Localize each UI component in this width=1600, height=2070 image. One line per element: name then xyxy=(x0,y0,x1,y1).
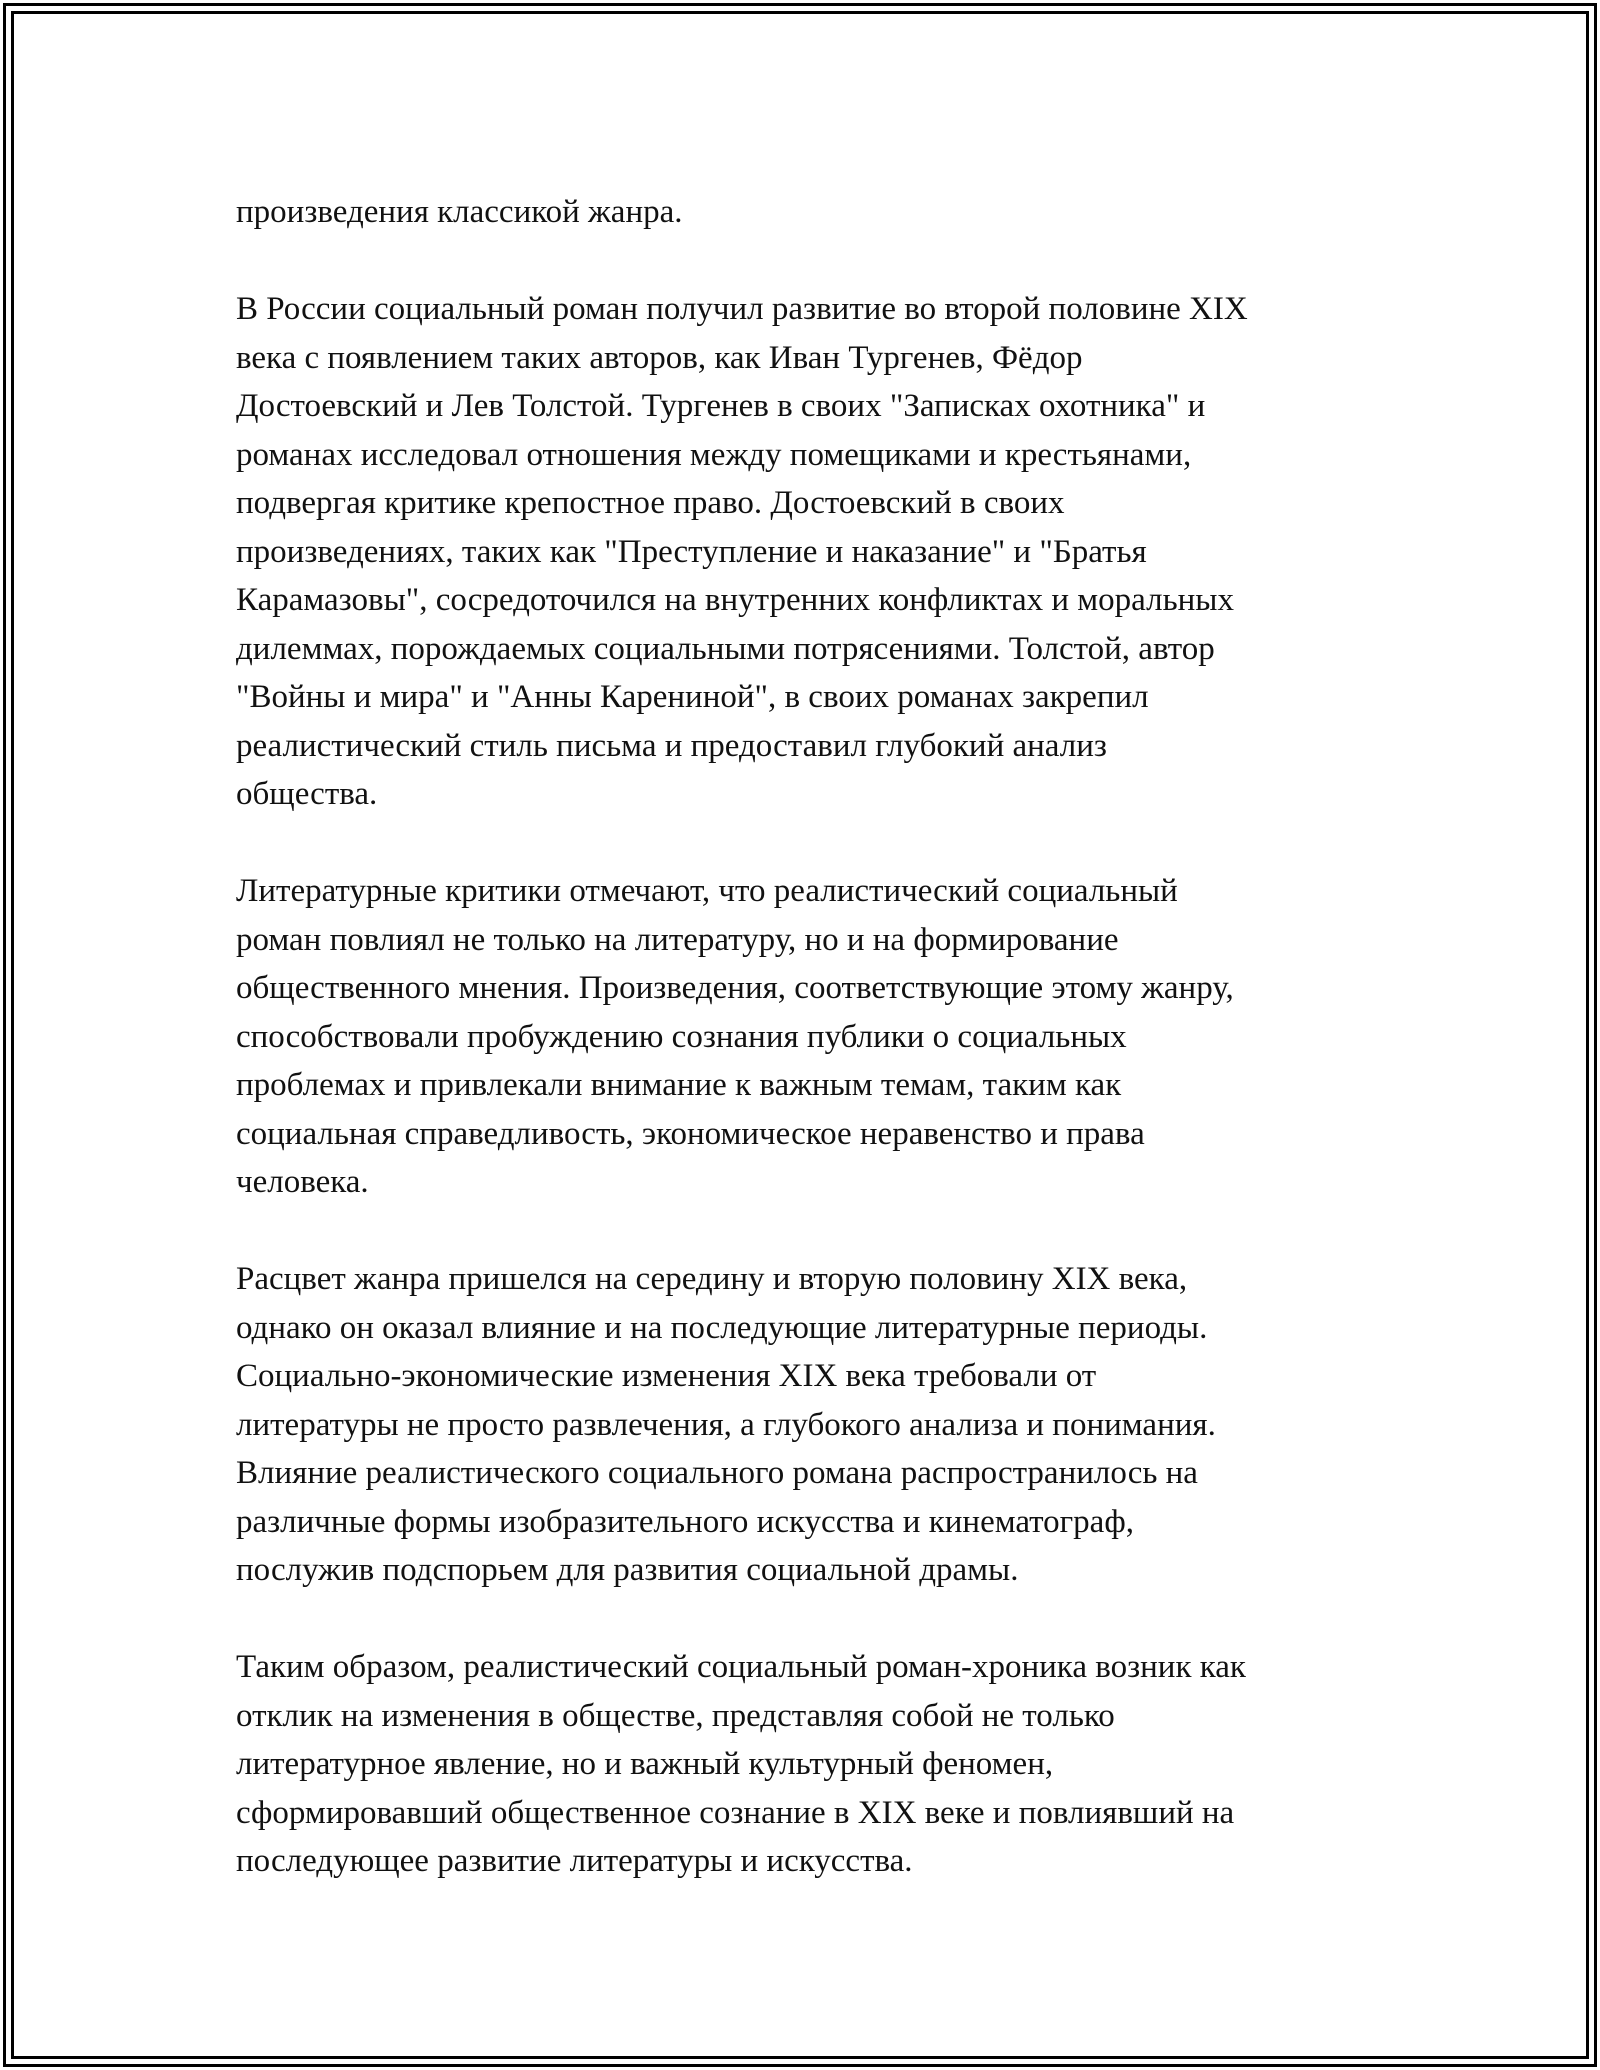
document-body xyxy=(236,188,1416,1886)
paragraph: В России социальный роман получил развитие во второй половине XIX века с появлением таких авторов, как Иван Тургенев, Фёдор Достоевский и Лев Толстой. Тургенев в своих "Записках охотника" и романах исследовал отношения между помещиками и крестьянами, подвергая критике крепостное право. Достоевский в своих произведениях, таких как "Преступление и наказание" и "Братья Карамазовы", сосредоточился на внутренних конфликтах и моральных дилеммах, порождаемых социальными потрясениями. Толстой, автор "Войны и мира" и "Анны Карениной", в своих романах закрепил реалистический стиль письма и предоставил глубокий анализ общества. xyxy=(236,291,1248,812)
paragraph: произведения классикой жанра. xyxy=(236,194,683,230)
paragraph: Таким образом, реалистический социальный роман-хроника возник как отклик на изменения в обществе, представляя собой не только литературное явление, но и важный культурный феномен, сформировавший общественное сознание в XIX веке и повлиявший на последующее развитие литературы и искусства. xyxy=(236,1649,1246,1879)
paragraph: Литературные критики отмечают, что реалистический социальный роман повлиял не только на литературу, но и на формирование общественного мнения. Произведения, соответствующие этому жанру, способствовали пробуждению сознания публики о социальных проблемах и привлекали внимание к важным темам, таким как социальная справедливость, экономическое неравенство и права человека. xyxy=(236,873,1234,1200)
paragraph: Расцвет жанра пришелся на середину и вторую половину XIX века, однако он оказал влияние и на последующие литературные периоды. Социально-экономические изменения XIX века требовали от литературы не просто развлечения, а глубокого анализа и понимания. Влияние реалистического социального романа распространилось на различные формы изобразительного искусства и кинематограф, послужив подспорьем для развития социальной драмы. xyxy=(236,1261,1216,1588)
